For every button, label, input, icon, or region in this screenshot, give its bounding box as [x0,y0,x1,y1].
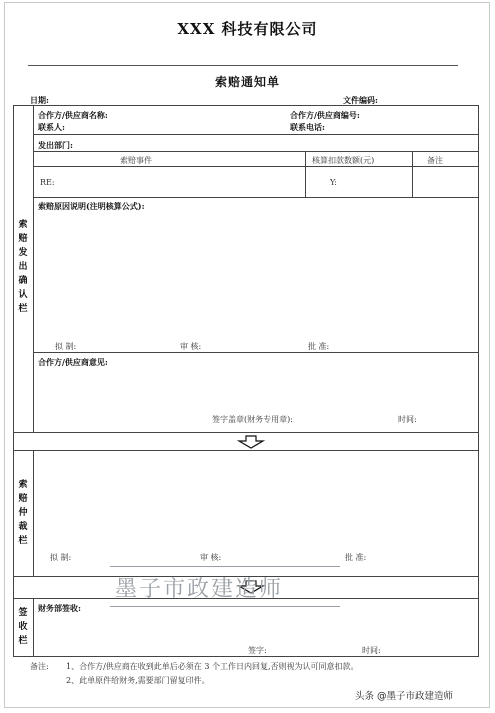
notes-label: 备注: [30,662,49,671]
dept-label: 发出部门: [38,140,73,150]
receipt-divider [33,598,34,656]
form-title: 索赔通知单 [214,75,280,89]
col-amount-header: 核算扣款数额(元) [312,156,375,165]
confirm-divider [33,105,34,432]
reason-label: 索赔原因说明(注明核算公式): [38,201,145,211]
col-event-header: 索赔事件 [120,156,152,165]
confirm-time-label: 时间: [398,415,417,424]
arbitrate-approve-label: 批 准: [345,553,367,562]
arbitrate-draft-label: 拟 制: [50,553,72,562]
confirm-bottom-rule [13,432,479,433]
table-col-divider-2 [412,151,413,197]
file-no-label: 文件编码: [343,95,378,105]
arbitrate-review-label: 审 核: [200,553,222,562]
frame-left [13,105,14,656]
confirm-review-label: 审 核: [180,342,202,351]
phone-label: 联系电话: [290,122,325,132]
arrow1-bottom-rule [13,450,479,451]
frame-top [13,105,479,106]
note-line-2: 2、此单原件给财务,需要部门留复印件。 [66,676,210,685]
contact-label: 联系人: [38,122,65,132]
partner-name-label: 合作方/供应商名称: [38,110,108,120]
confirm-draft-label: 拟 制: [55,342,77,351]
receipt-sign-label: 签字: [248,646,267,655]
table-bottom-rule [33,197,479,198]
table-col-divider-1 [305,151,306,197]
arbitrate-side-label: 索赔仲裁栏 [18,480,28,546]
finance-receipt-label: 财务部签收: [38,603,81,613]
partner-no-label: 合作方/供应商编号: [290,110,360,120]
frame-bottom [13,656,479,657]
seal-label: 签字盖章(财务专用章): [212,415,293,424]
author-credit: 头条 @墨子市政建造师 [355,691,454,702]
info-rule [33,134,479,135]
note-line-1: 1、合作方/供应商在收到此单后必须在 3 个工作日内回复,否则视为认可同意扣款。 [66,662,359,671]
reason-rule [33,352,479,353]
watermark-rule-bottom [110,606,340,607]
confirm-side-label: 索赔发出确认栏 [18,220,28,314]
company-name: XXX 科技有限公司 [177,20,318,38]
confirm-approve-label: 批 准: [308,342,330,351]
receipt-side-label: 签收栏 [18,608,28,646]
arbitrate-divider [33,450,34,576]
frame-right [478,105,479,656]
re-cell: RE: [40,178,55,187]
down-arrow-icon [236,435,266,449]
header-rule [28,65,458,66]
watermark-text: 墨子市政建造师 [115,577,284,602]
partner-opinion-label: 合作方/供应商意见: [38,357,108,367]
watermark-rule-top [110,566,340,567]
col-note-header: 备注 [427,156,443,165]
date-label: 日期: [30,95,49,105]
yen-cell: Y: [330,178,337,187]
receipt-time-label: 时间: [362,646,381,655]
